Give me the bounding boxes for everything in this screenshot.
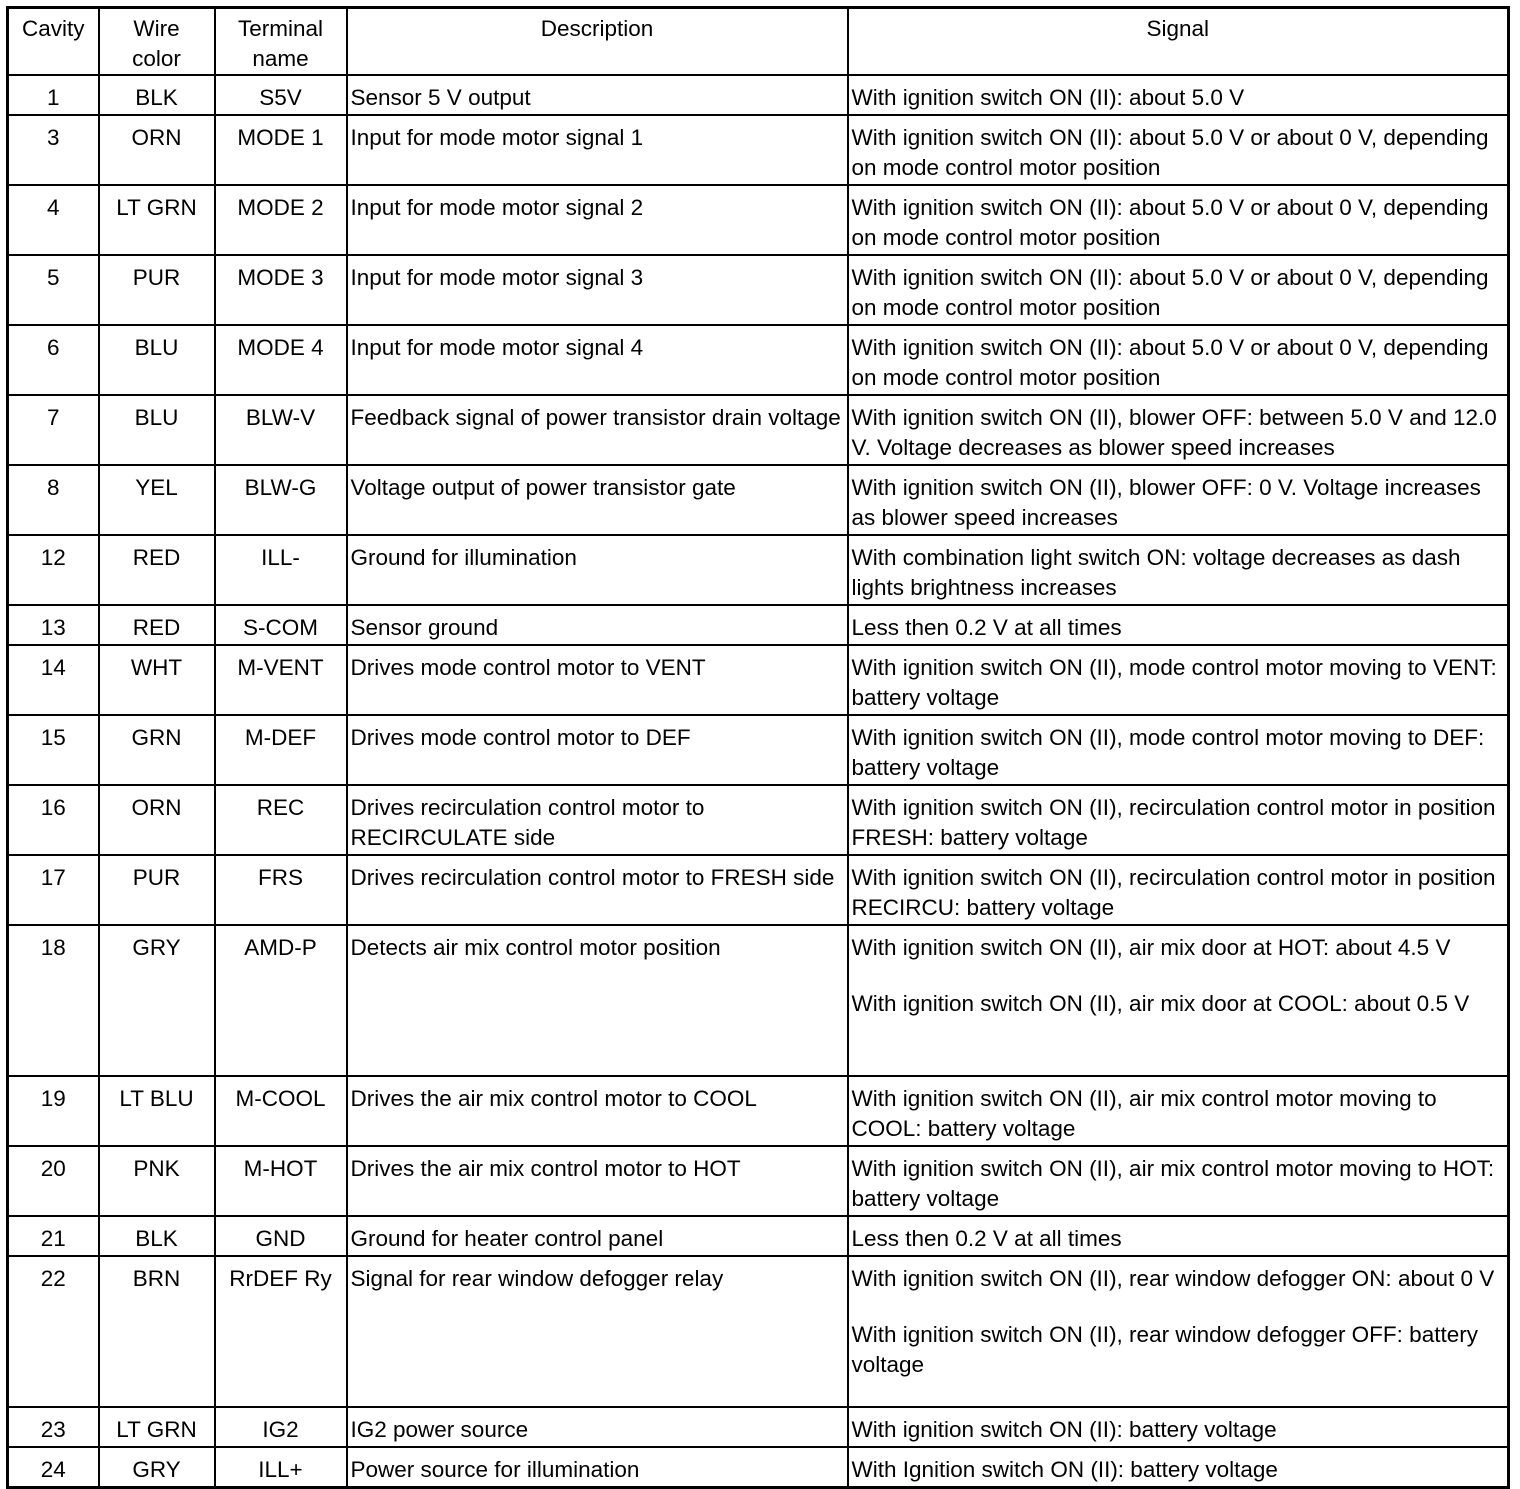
table-row [8, 1076, 1509, 1146]
signal-text: With ignition switch ON (II): about 5.0 V or about 0 V, depending on mode control motor position [851, 335, 1489, 390]
signal-cell [848, 1407, 1509, 1447]
description-cell: Drives the air mix control motor to COOL [347, 1076, 848, 1146]
signal-cell [848, 925, 1509, 1076]
terminal-name-cell: M-VENT [215, 645, 347, 715]
wire-color-cell: LT BLU [99, 1076, 215, 1146]
signal-text: With ignition switch ON (II), mode control motor moving to DEF: battery voltage [851, 725, 1485, 780]
cavity-cell: 20 [8, 1146, 99, 1216]
description-cell: Input for mode motor signal 1 [347, 115, 848, 185]
wire-color-cell: PUR [99, 855, 215, 925]
header-cavity [8, 8, 99, 76]
signal-cell [848, 1146, 1509, 1216]
description-cell: Ground for heater control panel [347, 1216, 848, 1256]
wire-color-cell: YEL [99, 465, 215, 535]
terminal-name-cell: REC [215, 785, 347, 855]
signal-cell [848, 255, 1509, 325]
description-cell: IG2 power source [347, 1407, 848, 1447]
signal-text: With ignition switch ON (II): about 5.0 V or about 0 V, depending on mode control motor position [851, 195, 1489, 250]
table-row [8, 645, 1509, 715]
description-cell: Drives recirculation control motor to RECIRCULATE side [347, 785, 848, 855]
cavity-cell: 14 [8, 645, 99, 715]
wire-color-cell: GRN [99, 715, 215, 785]
table-header-row [8, 8, 1509, 76]
cavity-cell: 7 [8, 395, 99, 465]
wire-color-cell: PNK [99, 1146, 215, 1216]
wire-color-cell: GRY [99, 925, 215, 1076]
terminal-name-cell: IG2 [215, 1407, 347, 1447]
table-row [8, 1447, 1509, 1488]
description-cell: Signal for rear window defogger relay [347, 1256, 848, 1407]
signal-text: With ignition switch ON (II), mode control motor moving to VENT: battery voltage [851, 655, 1497, 710]
cavity-cell: 8 [8, 465, 99, 535]
terminal-name-cell: S-COM [215, 605, 347, 645]
signal-cell [848, 465, 1509, 535]
terminal-name-cell: M-HOT [215, 1146, 347, 1216]
signal-text: With ignition switch ON (II), recirculation control motor in position RECIRCU: battery voltage [851, 865, 1496, 920]
signal-cell [848, 1216, 1509, 1256]
signal-cell [848, 605, 1509, 645]
signal-cell [848, 1076, 1509, 1146]
wire-color-cell: BLU [99, 325, 215, 395]
table-row [8, 535, 1509, 605]
wire-color-cell: WHT [99, 645, 215, 715]
table-row [8, 715, 1509, 785]
terminal-name-cell: MODE 4 [215, 325, 347, 395]
table-row [8, 855, 1509, 925]
header-line: color [132, 46, 181, 71]
header-wire-color [99, 8, 215, 76]
cavity-cell: 3 [8, 115, 99, 185]
cavity-cell: 6 [8, 325, 99, 395]
terminal-name-cell: GND [215, 1216, 347, 1256]
signal-text: With combination light switch ON: voltage decreases as dash lights brightness increases [851, 545, 1461, 600]
wire-color-cell: ORN [99, 115, 215, 185]
table-row [8, 1256, 1509, 1407]
signal-cell [848, 715, 1509, 785]
cavity-cell: 17 [8, 855, 99, 925]
cavity-cell: 12 [8, 535, 99, 605]
document-page [6, 6, 1510, 1489]
description-cell: Drives mode control motor to VENT [347, 645, 848, 715]
header-description [347, 8, 848, 76]
cavity-cell: 1 [8, 75, 99, 115]
table-row [8, 395, 1509, 465]
description-cell: Drives recirculation control motor to FRESH side [347, 855, 848, 925]
description-cell: Voltage output of power transistor gate [347, 465, 848, 535]
terminal-name-cell: M-COOL [215, 1076, 347, 1146]
signal-text: With ignition switch ON (II), recirculation control motor in position FRESH: battery voltage [851, 795, 1496, 850]
wire-color-cell: BLK [99, 1216, 215, 1256]
terminal-name-cell: RrDEF Ry [215, 1256, 347, 1407]
table-row [8, 75, 1509, 115]
signal-text: With ignition switch ON (II), blower OFF: between 5.0 V and 12.0 V. Voltage decreases as blower speed increases [851, 405, 1497, 460]
signal-cell [848, 325, 1509, 395]
signal-text: With ignition switch ON (II), air mix door at COOL: about 0.5 V [851, 991, 1470, 1016]
cavity-cell: 16 [8, 785, 99, 855]
signal-text: With ignition switch ON (II), blower OFF: 0 V. Voltage increases as blower speed increases [851, 475, 1481, 530]
cavity-cell: 24 [8, 1447, 99, 1488]
wire-color-cell: BRN [99, 1256, 215, 1407]
terminal-name-cell: MODE 2 [215, 185, 347, 255]
description-cell: Input for mode motor signal 4 [347, 325, 848, 395]
signal-cell [848, 855, 1509, 925]
cavity-cell: 5 [8, 255, 99, 325]
description-cell: Input for mode motor signal 3 [347, 255, 848, 325]
cavity-cell: 23 [8, 1407, 99, 1447]
cavity-cell: 22 [8, 1256, 99, 1407]
table-row [8, 185, 1509, 255]
signal-text: With ignition switch ON (II), rear window defogger OFF: battery voltage [851, 1322, 1478, 1377]
cavity-cell: 18 [8, 925, 99, 1076]
wire-color-cell: BLU [99, 395, 215, 465]
table-row [8, 605, 1509, 645]
signal-cell [848, 395, 1509, 465]
terminal-name-cell: ILL+ [215, 1447, 347, 1488]
table-row [8, 325, 1509, 395]
signal-cell [848, 185, 1509, 255]
signal-cell [848, 1256, 1509, 1407]
signal-text: With ignition switch ON (II): about 5.0 V or about 0 V, depending on mode control motor position [851, 265, 1489, 320]
header-line: Description [540, 16, 654, 41]
description-cell: Sensor ground [347, 605, 848, 645]
header-line: Wire [133, 16, 180, 41]
signal-text: Less then 0.2 V at all times [851, 615, 1122, 640]
wire-color-cell: RED [99, 605, 215, 645]
cavity-cell: 15 [8, 715, 99, 785]
wire-color-cell: BLK [99, 75, 215, 115]
terminal-name-cell: BLW-G [215, 465, 347, 535]
signal-text: With Ignition switch ON (II): battery voltage [851, 1457, 1278, 1482]
header-line: name [252, 46, 309, 71]
description-cell: Input for mode motor signal 2 [347, 185, 848, 255]
signal-text: Less then 0.2 V at all times [851, 1226, 1122, 1251]
signal-text: With ignition switch ON (II), air mix control motor moving to COOL: battery voltage [851, 1086, 1437, 1141]
description-cell: Feedback signal of power transistor drain voltage [347, 395, 848, 465]
wire-color-cell: LT GRN [99, 185, 215, 255]
table-row [8, 1216, 1509, 1256]
wire-color-cell: GRY [99, 1447, 215, 1488]
signal-cell [848, 535, 1509, 605]
header-terminal-name [215, 8, 347, 76]
cavity-cell: 21 [8, 1216, 99, 1256]
table-row [8, 1407, 1509, 1447]
terminal-name-cell: BLW-V [215, 395, 347, 465]
wire-color-cell: RED [99, 535, 215, 605]
terminal-name-cell: ILL- [215, 535, 347, 605]
signal-text: With ignition switch ON (II): about 5.0 V [851, 85, 1245, 110]
header-line: Cavity [21, 16, 85, 41]
cavity-cell: 4 [8, 185, 99, 255]
wire-color-cell: PUR [99, 255, 215, 325]
terminal-name-cell: MODE 3 [215, 255, 347, 325]
terminal-name-cell: M-DEF [215, 715, 347, 785]
terminal-name-cell: S5V [215, 75, 347, 115]
header-line: Signal [1146, 16, 1210, 41]
signal-cell [848, 115, 1509, 185]
table-row [8, 785, 1509, 855]
wire-color-cell: LT GRN [99, 1407, 215, 1447]
signal-cell [848, 75, 1509, 115]
signal-text: With ignition switch ON (II), air mix door at HOT: about 4.5 V [851, 935, 1451, 960]
description-cell: Ground for illumination [347, 535, 848, 605]
connector-terminal-table [6, 6, 1510, 1489]
terminal-name-cell: AMD-P [215, 925, 347, 1076]
cavity-cell: 13 [8, 605, 99, 645]
signal-text: With ignition switch ON (II), rear window defogger ON: about 0 V [851, 1266, 1495, 1291]
table-row [8, 1146, 1509, 1216]
terminal-name-cell: MODE 1 [215, 115, 347, 185]
signal-cell [848, 785, 1509, 855]
description-cell: Drives mode control motor to DEF [347, 715, 848, 785]
table-row [8, 465, 1509, 535]
description-cell: Drives the air mix control motor to HOT [347, 1146, 848, 1216]
signal-text: With ignition switch ON (II): battery voltage [851, 1417, 1277, 1442]
terminal-name-cell: FRS [215, 855, 347, 925]
description-cell: Power source for illumination [347, 1447, 848, 1488]
wire-color-cell: ORN [99, 785, 215, 855]
signal-cell [848, 1447, 1509, 1488]
header-signal [848, 8, 1509, 76]
signal-text: With ignition switch ON (II): about 5.0 V or about 0 V, depending on mode control motor position [851, 125, 1489, 180]
table-row [8, 255, 1509, 325]
table-row [8, 115, 1509, 185]
table-row [8, 925, 1509, 1076]
cavity-cell: 19 [8, 1076, 99, 1146]
description-cell: Detects air mix control motor position [347, 925, 848, 1076]
table-body [8, 75, 1509, 1488]
header-line: Terminal [237, 16, 324, 41]
signal-cell [848, 645, 1509, 715]
signal-text: With ignition switch ON (II), air mix control motor moving to HOT: battery voltage [851, 1156, 1495, 1211]
description-cell: Sensor 5 V output [347, 75, 848, 115]
